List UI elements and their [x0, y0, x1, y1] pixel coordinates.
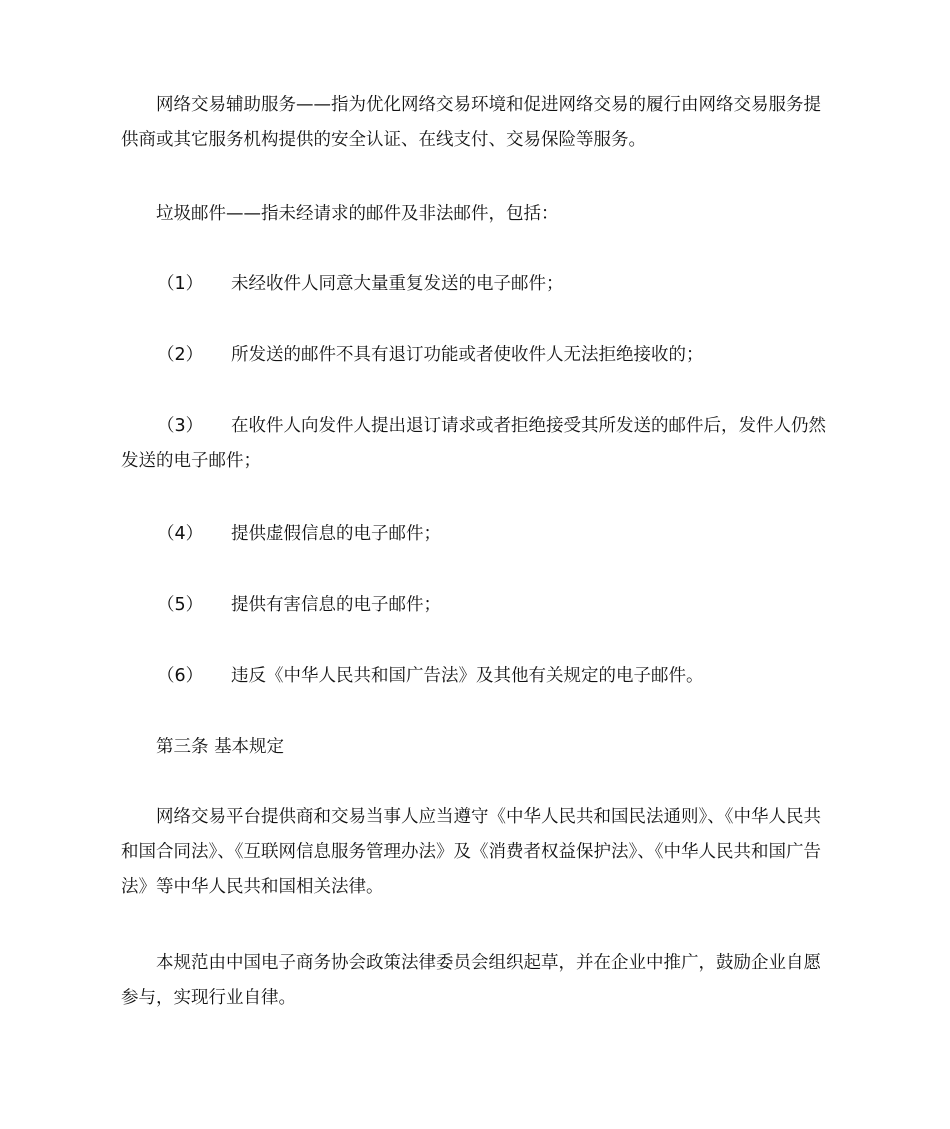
paragraph-self-regulation: 本规范由中国电子商务协会政策法律委员会组织起草，并在企业中推广，鼓励企业自愿参与，实现行业自律。	[121, 953, 821, 1008]
list-item	[121, 659, 833, 694]
paragraph-legal-compliance: 网络交易平台提供商和交易当事人应当遵守《中华人民共和国民法通则》、《中华人民共和国合同法》、《互联网信息服务管理办法》及《消费者权益保护法》、《中华人民共和国广告法》等中华人民共和国相关法律。	[121, 807, 821, 897]
list-item	[121, 517, 833, 552]
section-heading: 第三条 基本规定	[156, 737, 285, 757]
list-item-text: 在收件人向发件人提出退订请求或者拒绝接受其所发送的邮件后，发件人仍然发送的电子邮件；	[121, 416, 826, 471]
list-item-number: （5）	[157, 595, 204, 615]
list-item-text: 未经收件人同意大量重复发送的电子邮件；	[231, 274, 564, 294]
paragraph-transaction-aux-service: 网络交易辅助服务——指为优化网络交易环境和促进网络交易的履行由网络交易服务提供商或其它服务机构提供的安全认证、在线支付、交易保险等服务。	[121, 95, 821, 150]
list-item-text: 提供虚假信息的电子邮件；	[231, 524, 441, 544]
paragraph-spam-definition: 垃圾邮件——指未经请求的邮件及非法邮件，包括：	[156, 204, 559, 224]
list-item-number: （4）	[157, 524, 204, 544]
list-item-text: 提供有害信息的电子邮件；	[231, 595, 441, 615]
list-item-number: （2）	[157, 345, 204, 365]
list-item-text: 所发送的邮件不具有退订功能或者使收件人无法拒绝接收的；	[231, 345, 704, 365]
list-item	[121, 588, 833, 623]
list-item-number: （1）	[157, 274, 204, 294]
list-item	[121, 409, 833, 479]
list-item-number: （6）	[157, 666, 204, 686]
list-item	[121, 338, 833, 373]
list-item-number: （3）	[157, 416, 204, 436]
list-item	[121, 267, 833, 302]
list-item-text: 违反《中华人民共和国广告法》及其他有关规定的电子邮件。	[231, 666, 704, 686]
